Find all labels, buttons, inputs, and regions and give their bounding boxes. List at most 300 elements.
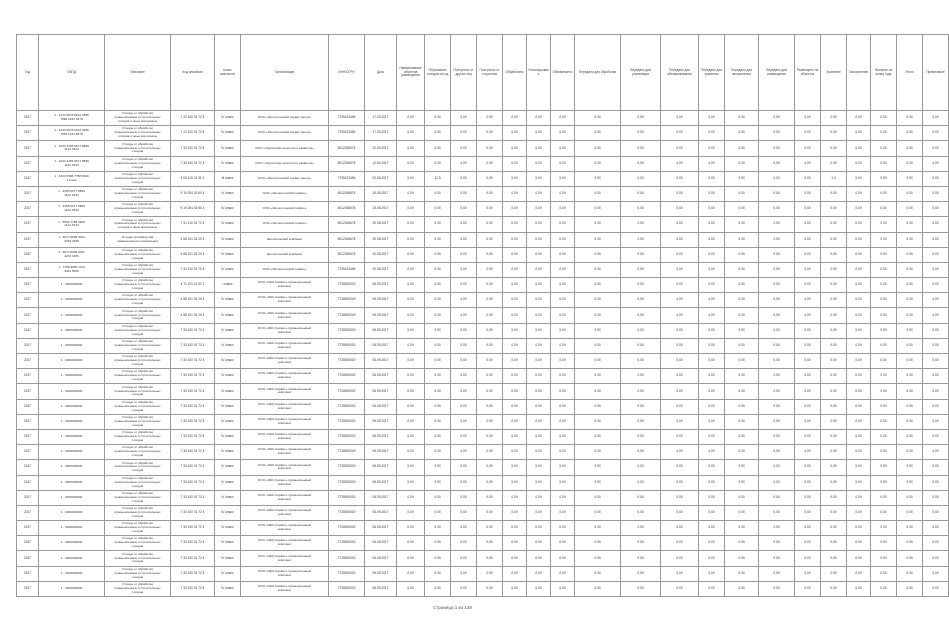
table-cell: 5012345678 — [329, 247, 365, 262]
table-cell: 0.00 — [699, 429, 725, 444]
table-cell: 0.00 — [477, 414, 503, 429]
table-cell: 5012345678 — [329, 202, 365, 217]
table-cell: 0.00 — [795, 354, 821, 369]
table-cell: IV класс — [215, 247, 241, 262]
column-header: Размещено на объектах — [795, 35, 821, 111]
table-cell: 0.00 — [725, 429, 759, 444]
table-cell: 0.00 — [451, 171, 477, 186]
table-cell: 7728000000 — [329, 429, 365, 444]
table-cell: 06.09.2017 — [365, 369, 397, 384]
table-cell: IV класс — [215, 369, 241, 384]
table-cell: 7728000000 — [329, 414, 365, 429]
table-cell: 0.00 — [897, 217, 923, 232]
table-cell: 0.00 — [725, 171, 759, 186]
table-cell: 0.00 — [477, 460, 503, 475]
table-cell: 0.00 — [871, 475, 897, 490]
table-cell: 7 33 100 01 72 4 — [171, 338, 215, 353]
table-cell: 0.00 — [699, 521, 725, 536]
table-cell: 0.00 — [871, 490, 897, 505]
table-cell: 0.00 — [871, 399, 897, 414]
table-cell: 0.00 — [551, 262, 575, 277]
table-row — [17, 262, 949, 277]
table-cell: 0.00 — [477, 141, 503, 156]
table-cell: 0.00 — [821, 521, 847, 536]
table-cell: 0.00 — [575, 566, 621, 581]
table-cell: Отходы от обработки промышленных и строительных отходов — [105, 399, 171, 414]
table-cell: 4 68 101 02 20 4 — [171, 232, 215, 247]
table-cell: ООО «ЭКО-Сервис» промышленный комплекс — [241, 278, 329, 293]
table-cell: 0.00 — [451, 111, 477, 126]
table-cell: IV класс — [215, 551, 241, 566]
table-cell: 0.00 — [759, 445, 795, 460]
column-header: Год — [17, 35, 39, 111]
table-cell: 0.00 — [923, 126, 949, 141]
table-row — [17, 566, 949, 581]
column-header: Поступило от других лиц — [451, 35, 477, 111]
table-cell: Отходы от обработки промышленных и строительных отходов — [105, 445, 171, 460]
table-cell: 0.00 — [503, 156, 527, 171]
table-cell: 0.00 — [527, 429, 551, 444]
table-cell: 7705123456 — [329, 111, 365, 126]
table-cell: 0.00 — [661, 581, 699, 596]
table-cell: 0.00 — [477, 323, 503, 338]
table-cell: 0.00 — [847, 536, 871, 551]
table-row — [17, 384, 949, 399]
table-cell: IV класс — [215, 490, 241, 505]
table-cell: 0.00 — [725, 338, 759, 353]
table-cell: 0.00 — [759, 354, 795, 369]
table-cell: ООО «Экологический сервис Центр» — [241, 171, 329, 186]
table-cell: 0.00 — [871, 278, 897, 293]
table-cell: 20.06.2017 — [365, 232, 397, 247]
table-cell: 0.00 — [621, 308, 661, 323]
table-cell: 1 - 0000000000 — [39, 414, 105, 429]
table-cell: Отходы от обработки промышленных и строительных отходов — [105, 262, 171, 277]
table-cell: 0.00 — [621, 262, 661, 277]
table-cell: 0.00 — [621, 521, 661, 536]
table-cell: 0.00 — [871, 338, 897, 353]
table-cell: 06.09.2017 — [365, 445, 397, 460]
table-cell: ООО «ЭКО-Сервис» промышленный комплекс — [241, 445, 329, 460]
table-cell: 0.00 — [621, 247, 661, 262]
table-cell: Отходы от обработки промышленных и строительных отходов — [105, 278, 171, 293]
table-cell: ООО «ЭКО-Сервис» промышленный комплекс — [241, 338, 329, 353]
table-cell: 0.00 — [425, 369, 451, 384]
table-cell: 2017 — [17, 566, 39, 581]
table-cell: 0.00 — [397, 308, 425, 323]
table-cell: 0.00 — [621, 202, 661, 217]
table-row — [17, 369, 949, 384]
table-cell: 06.09.2017 — [365, 460, 397, 475]
column-header: Итого — [897, 35, 923, 111]
table-cell: 0.00 — [477, 232, 503, 247]
table-cell: 0.00 — [699, 323, 725, 338]
column-header: ИНН/ОГРН — [329, 35, 365, 111]
table-cell: 7 33 100 01 72 4 — [171, 141, 215, 156]
table-cell: 0.00 — [759, 566, 795, 581]
table-cell: 0.00 — [897, 171, 923, 186]
table-cell: 0.00 — [425, 262, 451, 277]
table-cell: 7 33 100 01 72 4 — [171, 354, 215, 369]
table-cell: 1 - 0000000000 — [39, 445, 105, 460]
table-cell: 5012345678 — [329, 141, 365, 156]
table-cell: 06.09.2017 — [365, 521, 397, 536]
table-cell: Отходы от обработки промышленных и строительных отходов — [105, 490, 171, 505]
table-cell: 0.00 — [551, 414, 575, 429]
table-cell: 2017 — [17, 186, 39, 201]
table-cell: 0.00 — [477, 171, 503, 186]
table-cell: 0.00 — [661, 262, 699, 277]
table-cell: 0.00 — [527, 217, 551, 232]
table-cell: ООО «ЭКО-Сервис» промышленный комплекс — [241, 308, 329, 323]
table-cell: 0.00 — [699, 475, 725, 490]
table-cell: 0.00 — [397, 429, 425, 444]
table-cell: 7728000000 — [329, 475, 365, 490]
table-cell: 0.00 — [527, 445, 551, 460]
table-cell: 0.00 — [661, 521, 699, 536]
table-cell: Отходы от обработки промышленных и строительных отходов — [105, 247, 171, 262]
table-cell: 0.00 — [897, 141, 923, 156]
table-cell: 0.00 — [477, 551, 503, 566]
table-cell: 0.00 — [759, 414, 795, 429]
table-cell: 0.00 — [661, 278, 699, 293]
table-cell: 0.00 — [451, 429, 477, 444]
table-row — [17, 475, 949, 490]
table-cell: 0.00 — [897, 293, 923, 308]
table-cell: 0.00 — [621, 293, 661, 308]
table-cell: 7 33 100 01 72 4 — [171, 429, 215, 444]
table-cell: 7 33 100 01 72 4 — [171, 581, 215, 596]
table-cell: 0.00 — [425, 111, 451, 126]
table-cell: ООО «ЭКО-Сервис» промышленный комплекс — [241, 566, 329, 581]
table-cell: 1 - 1234 5678 9012 3456 7890 1234 5678 — [39, 111, 105, 126]
table-row — [17, 278, 949, 293]
table-cell: 5012345678 — [329, 232, 365, 247]
table-cell: 7 33 100 01 72 4 — [171, 475, 215, 490]
table-row — [17, 186, 949, 201]
table-cell: 0.00 — [847, 505, 871, 520]
table-cell: 7705123456 — [329, 171, 365, 186]
table-cell: 0.00 — [725, 247, 759, 262]
table-row — [17, 414, 949, 429]
table-cell: Отходы от обработки промышленных и строительных отходов — [105, 460, 171, 475]
table-cell: 0.00 — [897, 202, 923, 217]
table-cell: 0.00 — [897, 278, 923, 293]
table-cell: 0.00 — [821, 399, 847, 414]
table-cell: 0.00 — [871, 141, 897, 156]
table-cell: 0.00 — [759, 171, 795, 186]
table-cell: 1 - 0000000000 — [39, 354, 105, 369]
table-cell: 0.00 — [527, 490, 551, 505]
table-cell: ООО «Территория экологии и развития» — [241, 141, 329, 156]
table-cell: Отходы от обработки промышленных и строительных отходов — [105, 551, 171, 566]
table-cell: 0.00 — [871, 111, 897, 126]
table-cell: 0.00 — [699, 354, 725, 369]
table-cell: 0.00 — [847, 232, 871, 247]
table-cell: 2017 — [17, 217, 39, 232]
table-cell: Отходы от обработки промышленных и строительных отходов — [105, 323, 171, 338]
table-cell: 0.00 — [725, 262, 759, 277]
table-cell: 0.00 — [759, 202, 795, 217]
table-cell: 0.00 — [397, 202, 425, 217]
table-cell: 0.00 — [795, 566, 821, 581]
table-cell: 0.00 — [551, 217, 575, 232]
table-row — [17, 171, 949, 186]
table-cell: 7 33 100 01 72 4 — [171, 369, 215, 384]
table-cell: 0.00 — [699, 551, 725, 566]
table-cell: 0.00 — [551, 141, 575, 156]
table-cell: 0.00 — [759, 384, 795, 399]
table-cell: IV класс — [215, 521, 241, 536]
table-cell: 0.00 — [759, 232, 795, 247]
table-cell: 0.00 — [503, 581, 527, 596]
table-cell: 0.00 — [699, 308, 725, 323]
table-cell: 0.00 — [725, 126, 759, 141]
table-cell: 0.00 — [397, 126, 425, 141]
table-cell: Отходы от обработки промышленных и строительных отходов — [105, 536, 171, 551]
table-cell: ООО «ЭКО-Сервис» промышленный комплекс — [241, 354, 329, 369]
table-cell: 0.00 — [527, 505, 551, 520]
table-cell: 0.00 — [795, 429, 821, 444]
table-cell: ООО «Экологический сервис» — [241, 186, 329, 201]
table-cell: 0.00 — [575, 460, 621, 475]
table-cell: 0.00 — [699, 232, 725, 247]
table-cell: 7705123456 — [329, 126, 365, 141]
table-row — [17, 399, 949, 414]
table-cell: 0.00 — [699, 186, 725, 201]
table-cell: 0.00 — [425, 475, 451, 490]
table-cell: 0.00 — [871, 414, 897, 429]
table-cell: 0.00 — [551, 202, 575, 217]
table-cell: 0.00 — [575, 278, 621, 293]
table-cell: 0.00 — [527, 354, 551, 369]
table-cell: 4 68 101 02 20 4 — [171, 247, 215, 262]
table-cell: IV класс — [215, 262, 241, 277]
waste-report-table — [16, 34, 949, 597]
table-cell: 0.00 — [451, 384, 477, 399]
table-cell: 7 31 110 01 72 4 — [171, 217, 215, 232]
table-cell: 0.00 — [661, 384, 699, 399]
table-cell: 0.00 — [699, 126, 725, 141]
table-cell: 0.00 — [847, 202, 871, 217]
table-cell: Экологический комбинат — [241, 232, 329, 247]
table-cell: 7 33 100 01 72 4 — [171, 156, 215, 171]
table-cell: 0.00 — [503, 505, 527, 520]
table-cell: ООО «Экологический сервис Центр» — [241, 111, 329, 126]
table-cell: 0.00 — [795, 126, 821, 141]
table-cell: 0.00 — [847, 566, 871, 581]
table-cell: 0.00 — [847, 171, 871, 186]
table-cell: 0.00 — [425, 354, 451, 369]
table-cell: 0.00 — [923, 186, 949, 201]
table-cell: Отходы от обработки промышленных и строительных отходов — [105, 581, 171, 596]
table-cell: 0.00 — [503, 186, 527, 201]
table-cell: IV класс — [215, 414, 241, 429]
table-cell: 0.00 — [725, 217, 759, 232]
table-cell: 1 - 2233 4455 6677 8899 1122 3344 — [39, 156, 105, 171]
table-cell: 0.00 — [425, 247, 451, 262]
table-cell: Отходы от обработки промышленных и строительных отходов — [105, 308, 171, 323]
table-cell: Отходы от обработки промышленных и строительных отходов — [105, 293, 171, 308]
table-cell: 0.00 — [503, 490, 527, 505]
table-row — [17, 293, 949, 308]
table-cell: 1.0 — [821, 171, 847, 186]
table-cell: 20.06.2017 — [365, 262, 397, 277]
table-cell: 0.00 — [451, 521, 477, 536]
table-cell: 0.00 — [661, 171, 699, 186]
table-cell: 9 19 204 02 60 4 — [171, 202, 215, 217]
table-cell: IV класс — [215, 232, 241, 247]
table-cell: 0.00 — [527, 247, 551, 262]
table-cell: 0.00 — [821, 536, 847, 551]
table-cell: 2017 — [17, 460, 39, 475]
page-number-label: Страница 1 из 138 — [433, 605, 472, 610]
table-cell: 0.00 — [621, 217, 661, 232]
table-cell: IV класс — [215, 126, 241, 141]
table-cell: 0.00 — [397, 186, 425, 201]
table-cell: 1 - 6677 8899 0011 2233 4455 — [39, 232, 105, 247]
table-cell: Отходы от обработки промышленных и строительных отходов — [105, 475, 171, 490]
table-cell: 0.00 — [871, 323, 897, 338]
table-row — [17, 126, 949, 141]
table-cell: 0.00 — [871, 536, 897, 551]
table-cell: 0.00 — [923, 460, 949, 475]
table-cell: 0.00 — [425, 278, 451, 293]
table-cell: 0.00 — [527, 323, 551, 338]
table-cell: 1 - 0000000000 — [39, 278, 105, 293]
table-cell: 0.00 — [661, 399, 699, 414]
table-cell: 7 33 100 01 72 4 — [171, 460, 215, 475]
table-cell: 0.00 — [699, 278, 725, 293]
table-cell: 0.00 — [477, 384, 503, 399]
table-cell: 0.00 — [503, 278, 527, 293]
table-cell: 0.00 — [725, 521, 759, 536]
table-cell: 0.00 — [847, 414, 871, 429]
table-cell: 0.00 — [661, 308, 699, 323]
table-cell: 0.00 — [575, 262, 621, 277]
table-cell: 0.00 — [425, 217, 451, 232]
table-cell: IV класс — [215, 399, 241, 414]
table-cell: 5012345678 — [329, 156, 365, 171]
table-cell: 0.00 — [477, 338, 503, 353]
table-cell: 0.00 — [575, 247, 621, 262]
table-cell: 0.00 — [527, 278, 551, 293]
table-cell: Отходы от обработки промышленных и строительных отходов — [105, 521, 171, 536]
table-cell: 0.00 — [847, 126, 871, 141]
table-cell: 1 - 0000000000 — [39, 536, 105, 551]
table-cell: 0.00 — [871, 171, 897, 186]
table-cell: IV класс — [215, 581, 241, 596]
table-cell: 0.00 — [897, 111, 923, 126]
table-cell: 0.00 — [871, 354, 897, 369]
table-cell: 0.00 — [503, 338, 527, 353]
table-cell: 0.00 — [503, 475, 527, 490]
table-cell: 0.00 — [425, 521, 451, 536]
table-cell: 0.00 — [699, 171, 725, 186]
table-cell: 0.00 — [847, 384, 871, 399]
table-cell: 0.00 — [503, 217, 527, 232]
table-cell: 0.00 — [897, 551, 923, 566]
table-cell: 5012345678 — [329, 217, 365, 232]
table-cell: 0.00 — [397, 460, 425, 475]
table-cell: 0.00 — [759, 217, 795, 232]
column-header: Хранение — [821, 35, 847, 111]
table-cell: 0.00 — [897, 429, 923, 444]
table-row — [17, 505, 949, 520]
table-row — [17, 156, 949, 171]
table-cell: 0.00 — [551, 490, 575, 505]
table-cell: 0.00 — [897, 247, 923, 262]
table-cell: 4 68 101 02 20 4 — [171, 308, 215, 323]
table-cell: 06.09.2017 — [365, 399, 397, 414]
table-cell: 0.00 — [847, 308, 871, 323]
table-cell: 0.00 — [897, 490, 923, 505]
table-cell: 7728000000 — [329, 293, 365, 308]
table-cell: 2017 — [17, 126, 39, 141]
table-cell: 06.09.2017 — [365, 429, 397, 444]
table-cell: 1 - 0000000000 — [39, 581, 105, 596]
table-cell: 0.00 — [425, 293, 451, 308]
table-cell: 0.00 — [451, 202, 477, 217]
table-cell: 0.00 — [847, 247, 871, 262]
table-row — [17, 323, 949, 338]
table-cell: 0.00 — [527, 308, 551, 323]
table-cell: 0.00 — [795, 475, 821, 490]
table-cell: 0.00 — [551, 566, 575, 581]
table-cell: 17.03.2017 — [365, 111, 397, 126]
table-cell: 7 33 100 01 72 4 — [171, 445, 215, 460]
table-cell: 7 22 100 01 72 4 — [171, 126, 215, 141]
table-cell: 0.00 — [759, 429, 795, 444]
table-cell: 0.00 — [621, 338, 661, 353]
table-cell: Отходы от обработки промышленных и строительных отходов — [105, 384, 171, 399]
table-cell: 2017 — [17, 232, 39, 247]
table-cell: 06.09.2017 — [365, 384, 397, 399]
table-cell: 0.00 — [725, 551, 759, 566]
table-cell: Отходы от обработки промышленных и строительных отходов — [105, 354, 171, 369]
table-cell: 0.00 — [621, 475, 661, 490]
table-cell: 0.00 — [621, 581, 661, 596]
table-cell: 0.00 — [897, 384, 923, 399]
table-row — [17, 202, 949, 217]
table-cell: 0.00 — [527, 293, 551, 308]
table-cell: 0.00 — [477, 490, 503, 505]
table-cell: 0.00 — [621, 141, 661, 156]
table-cell: 0.00 — [527, 262, 551, 277]
table-cell: 0.00 — [759, 536, 795, 551]
table-cell: 0.00 — [699, 217, 725, 232]
table-cell: 0.00 — [759, 156, 795, 171]
table-cell: 0.00 — [451, 551, 477, 566]
table-cell: 0.00 — [425, 445, 451, 460]
table-cell: 0.00 — [477, 475, 503, 490]
table-cell: 0.00 — [699, 338, 725, 353]
table-cell: 0.00 — [503, 247, 527, 262]
table-cell: 1 - 0000000000 — [39, 323, 105, 338]
table-cell: 0.00 — [923, 414, 949, 429]
table-cell: 0.00 — [699, 156, 725, 171]
table-cell: 0.00 — [897, 445, 923, 460]
table-cell: 0.00 — [397, 111, 425, 126]
table-cell: 0.00 — [661, 323, 699, 338]
table-cell: 0.00 — [725, 202, 759, 217]
table-cell: 0.00 — [923, 278, 949, 293]
table-cell: 0.00 — [795, 551, 821, 566]
table-cell: 1 - 7788 9900 1122 3344 5566 — [39, 262, 105, 277]
table-cell: 0.00 — [759, 293, 795, 308]
table-cell: 0.00 — [661, 126, 699, 141]
table-cell: 0.00 — [699, 262, 725, 277]
